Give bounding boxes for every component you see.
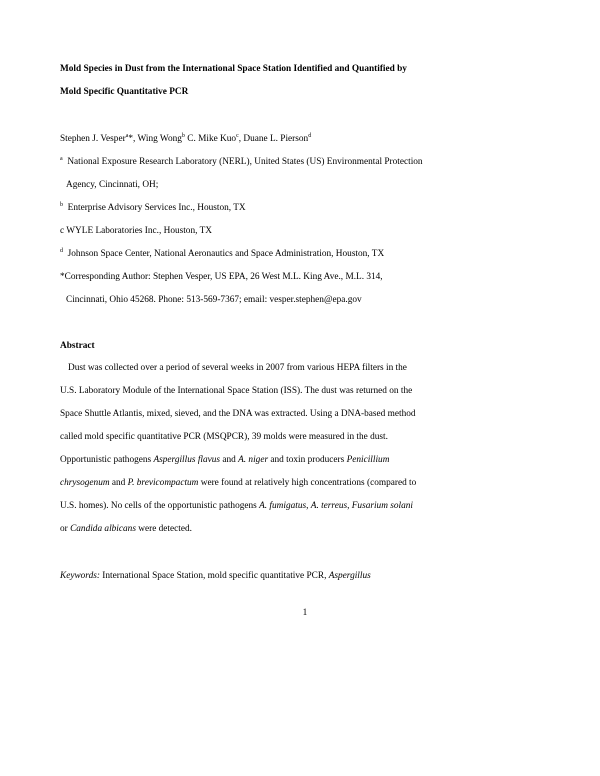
author-2-affil: b — [181, 132, 185, 139]
abstract-text-run: and — [220, 455, 239, 465]
author-1-affil: a — [125, 132, 129, 139]
author-3-affil: c — [236, 132, 239, 139]
affiliation-d — [60, 247, 540, 261]
abstract-line: called mold specific quantitative PCR (MSQPCR), 39 molds were measured in the dust. — [60, 432, 388, 442]
affiliation-b-text: Enterprise Advisory Services Inc., Houston, TX — [67, 203, 246, 213]
title-line-1: Mold Species in Dust from the International Space Station Identified and Quantified by — [60, 64, 407, 74]
affiliation-d-sup: d — [60, 247, 63, 254]
affiliation-b — [60, 201, 540, 215]
abstract-line — [60, 495, 530, 518]
affiliation-a-line-2: Agency, Cincinnati, OH; — [66, 180, 159, 190]
author-4-affil: d — [308, 132, 312, 139]
abstract-line — [60, 518, 530, 541]
species-name: A. niger — [238, 455, 269, 465]
abstract-line: Dust was collected over a period of several weeks in 2007 from various HEPA filters in the — [68, 363, 407, 373]
species-name: A. terreus — [310, 501, 348, 511]
author-4: , Duane L. Pierson — [238, 134, 309, 144]
abstract-heading: Abstract — [60, 341, 95, 351]
abstract-text-run: , — [306, 501, 311, 511]
title-line-2: Mold Specific Quantitative PCR — [60, 87, 189, 97]
abstract-text-run: and — [109, 478, 128, 488]
author-3: C. Mike Kuo — [184, 134, 237, 144]
abstract-text-run: and toxin producers — [268, 455, 347, 465]
species-name: chrysogenum — [60, 478, 110, 488]
species-name: Candida albicans — [70, 524, 136, 534]
paper-title — [60, 58, 540, 104]
author-2: , Wing Wong — [133, 134, 182, 144]
page-number: 1 — [302, 608, 308, 618]
affiliation-d-text: Johnson Space Center, National Aeronautics and Space Administration, Houston, TX — [67, 249, 385, 259]
abstract-line: U.S. Laboratory Module of the International Space Station (ISS). The dust was returned on the — [60, 386, 413, 396]
keywords — [60, 571, 540, 581]
species-name: Fusarium solani — [351, 501, 413, 511]
abstract-line — [60, 449, 530, 472]
species-name: Aspergillus flavus — [153, 455, 221, 465]
affiliation-a-line-1: National Exposure Research Laboratory (NERL), United States (US) Environmental Protection — [67, 157, 423, 167]
abstract-text-run: were found at relatively high concentrations (compared to — [198, 478, 417, 488]
affiliation-a-sup: a — [60, 155, 63, 162]
affiliation-c: c WYLE Laboratories Inc., Houston, TX — [60, 226, 212, 236]
corresponding-mark: * — [128, 134, 134, 144]
corresponding-line-1: *Corresponding Author: Stephen Vesper, US EPA, 26 West M.L. King Ave., M.L. 314, — [60, 272, 383, 282]
abstract-text-run: , — [347, 501, 352, 511]
corresponding-author — [60, 270, 540, 307]
author-1: Stephen J. Vesper — [60, 134, 126, 144]
keywords-last: Aspergillus — [328, 571, 371, 581]
species-name: P. brevicompactum — [127, 478, 199, 488]
corresponding-line-2: Cincinnati, Ohio 45268. Phone: 513-569-7367; email: vesper.stephen@epa.gov — [66, 295, 362, 305]
affiliation-list — [60, 155, 540, 261]
abstract-line: Space Shuttle Atlantis, mixed, sieved, and the DNA was extracted. Using a DNA-based method — [60, 409, 416, 419]
affiliation-a — [60, 155, 540, 192]
species-name: A. fumigatus — [259, 501, 307, 511]
abstract-text-run: U.S. homes). No cells of the opportunistic pathogens — [60, 501, 260, 511]
keywords-label: Keywords: — [60, 571, 100, 581]
abstract-line — [60, 472, 530, 495]
keywords-text: International Space Station, mold specific quantitative PCR, — [99, 571, 329, 581]
abstract-body — [60, 357, 530, 541]
abstract-text-run: or — [60, 524, 71, 534]
author-list — [60, 132, 540, 146]
affiliation-b-sup: b — [60, 201, 63, 208]
abstract-text-run: Opportunistic pathogens — [60, 455, 154, 465]
abstract-text-run: were detected. — [135, 524, 192, 534]
species-name: Penicillium — [346, 455, 390, 465]
